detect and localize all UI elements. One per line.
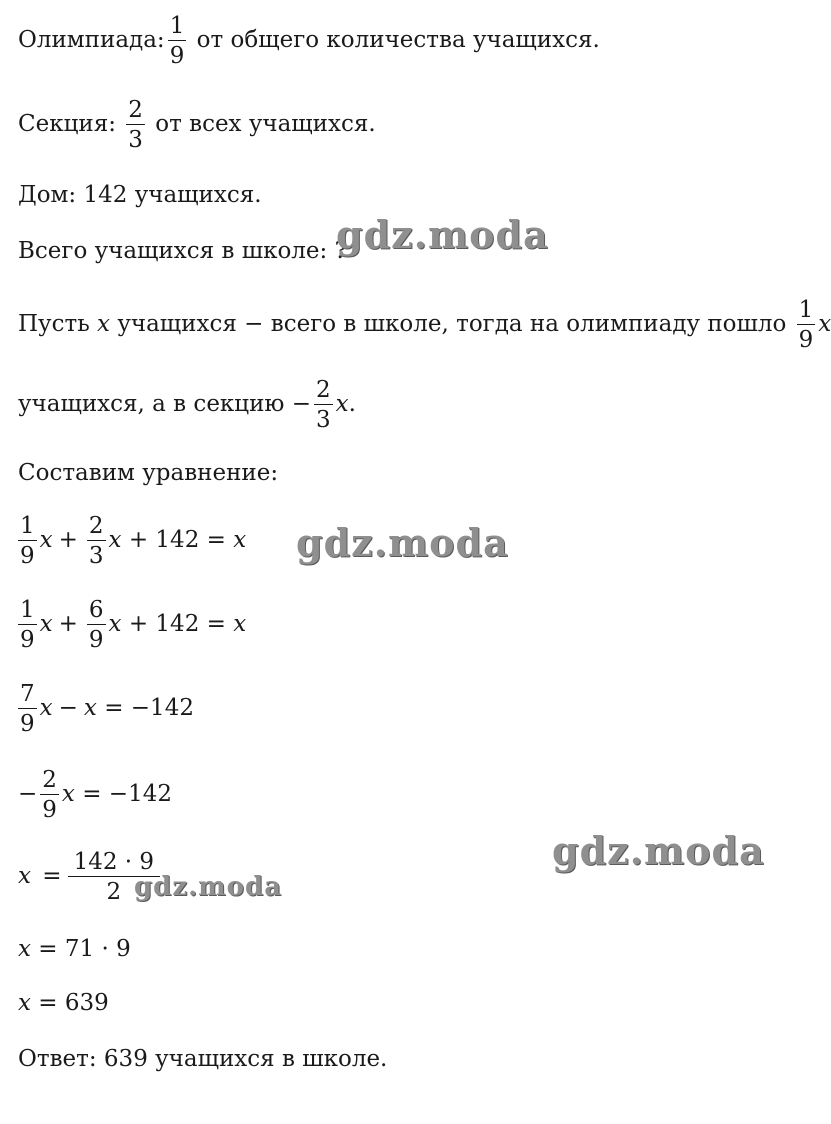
denominator: 3 — [87, 540, 106, 568]
denominator: 9 — [18, 540, 37, 568]
denominator: 3 — [126, 124, 145, 152]
fraction — [18, 598, 37, 652]
denominator: 9 — [168, 40, 187, 68]
variable-x: x — [18, 936, 31, 962]
olympiad-label: Олимпиада: — [18, 27, 165, 54]
olympiad-text: от общего количества учащихся. — [196, 27, 600, 54]
denominator: 9 — [87, 624, 106, 652]
plus-sign: + — [58, 527, 78, 554]
let-text: учащихся − всего в школе, тогда на олимпиаду пошло — [117, 311, 787, 338]
variable-x: x — [39, 695, 53, 722]
condition-olympiad — [18, 14, 600, 68]
plus-sign: + — [58, 611, 78, 638]
section-text: от всех учащихся. — [155, 111, 376, 138]
variable-x: x — [39, 611, 53, 638]
denominator: 9 — [40, 794, 59, 822]
condition-home: Дом: 142 учащихся. — [18, 182, 262, 208]
variable-x: x — [108, 527, 122, 554]
numerator: 2 — [42, 767, 57, 793]
equals-sign: = — [42, 863, 62, 890]
variable-x: x — [97, 311, 111, 338]
watermark-logo: gdz.moda — [134, 872, 283, 902]
variable-x: x — [818, 311, 831, 338]
watermark-logo: gdz.moda — [336, 212, 549, 257]
numerator: 2 — [128, 97, 143, 123]
numerator: 142 · 9 — [73, 849, 155, 875]
denominator: 3 — [314, 404, 333, 432]
numerator: 1 — [169, 13, 185, 39]
variable-x: x — [61, 781, 75, 808]
denominator: 9 — [18, 624, 37, 652]
equation-rest: = −142 — [104, 695, 194, 722]
section-expression — [18, 378, 356, 432]
section-label: Секция: — [18, 111, 116, 138]
fraction-two-thirds — [314, 378, 333, 432]
denominator: 9 — [797, 324, 816, 352]
period: . — [348, 391, 356, 418]
minus-sign: − — [58, 695, 78, 722]
fraction — [87, 598, 106, 652]
watermark-logo: gdz.moda — [552, 828, 765, 873]
numerator: 2 — [316, 377, 331, 403]
equation-rest: = 71 · 9 — [38, 936, 131, 962]
section-expression-text: учащихся, а в секцию − — [18, 391, 312, 418]
variable-x: x — [39, 527, 53, 554]
variable-x: x — [335, 391, 349, 418]
variable-x: x — [233, 611, 247, 638]
condition-section — [18, 98, 376, 152]
numerator: 7 — [20, 681, 35, 707]
let-statement — [18, 298, 831, 352]
fraction — [40, 768, 59, 822]
answer: Ответ: 639 учащихся в школе. — [18, 1046, 388, 1072]
equation-rest: + 142 = — [128, 527, 226, 554]
numerator: 6 — [88, 597, 104, 623]
fraction-one-ninth — [797, 298, 816, 352]
equation-7 — [18, 992, 109, 1015]
fraction-one-ninth — [168, 14, 187, 68]
fraction — [18, 682, 37, 736]
variable-x: x — [83, 695, 97, 722]
fraction — [18, 514, 37, 568]
equation-rest: = 639 — [38, 990, 109, 1016]
variable-x: x — [18, 990, 31, 1016]
denominator: 2 — [68, 876, 160, 904]
numerator: 1 — [20, 513, 35, 539]
equation-3 — [18, 682, 194, 736]
numerator: 1 — [798, 297, 814, 323]
variable-x: x — [108, 611, 122, 638]
equation-rest: = −142 — [82, 781, 172, 808]
equation-6 — [18, 938, 131, 961]
numerator: 1 — [20, 597, 35, 623]
denominator: 9 — [18, 708, 37, 736]
minus-sign: − — [18, 781, 38, 808]
let-word: Пусть — [18, 311, 90, 338]
compose-equation: Составим уравнение: — [18, 460, 279, 486]
numerator: 2 — [88, 513, 104, 539]
fraction — [87, 514, 106, 568]
equation-4 — [18, 768, 172, 822]
variable-x: x — [18, 863, 31, 890]
watermark-logo: gdz.moda — [296, 520, 509, 565]
fraction-two-thirds — [126, 98, 145, 152]
equation-2 — [18, 598, 246, 652]
variable-x: x — [233, 527, 247, 554]
question-total: Всего учащихся в школе: ? — [18, 238, 347, 264]
equation-rest: + 142 = — [128, 611, 226, 638]
equation-1 — [18, 514, 246, 568]
